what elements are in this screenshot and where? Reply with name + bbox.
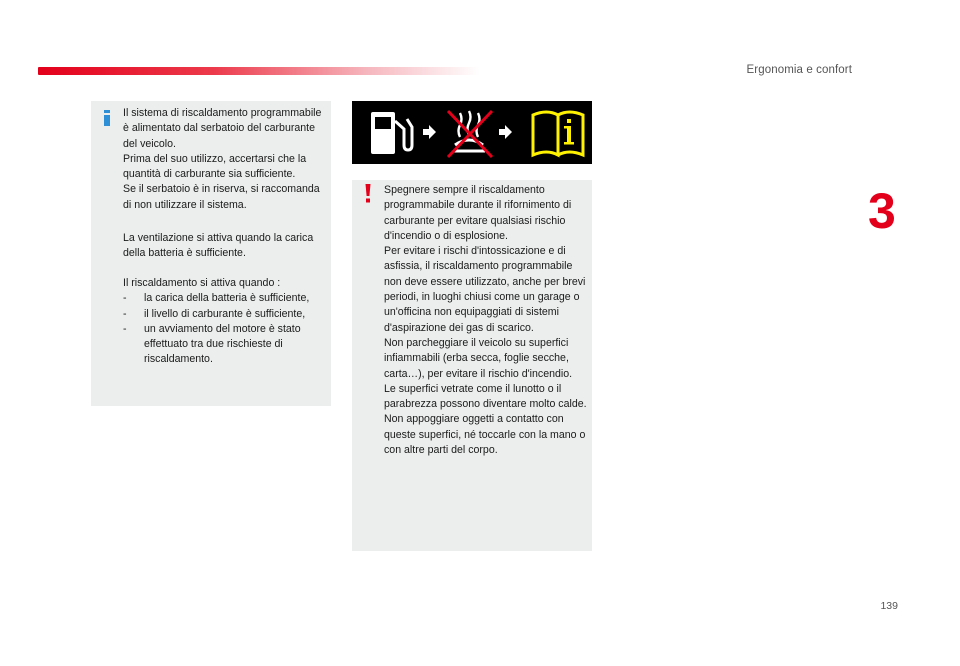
- list-item-text: il livello di carburante è sufficiente,: [144, 307, 306, 320]
- page-number: 139: [880, 600, 898, 612]
- warning-paragraph: Non appoggiare oggetti a contatto con queste superfici, né toccarle con la mano o con altre parti del corpo.: [384, 413, 586, 457]
- list-marker: -: [123, 292, 127, 305]
- info-text-block: [123, 231, 329, 262]
- list-item-text: un avviamento del motore è stato effettuato tra due rischieste di riscaldamento.: [144, 322, 301, 366]
- info-text-block: [123, 106, 329, 213]
- header-accent-bar: [38, 67, 480, 75]
- info-list-intro: Il riscaldamento si attiva quando :: [123, 277, 281, 289]
- warning-paragraph: Le superfici vetrate come il lunotto o il parabrezza possono diventare molto calde.: [384, 382, 587, 411]
- chapter-number: 3: [868, 183, 896, 239]
- info-paragraph: Se il serbatoio è in riserva, si raccomanda di non utilizzare il sistema.: [123, 183, 320, 211]
- list-item: [123, 307, 329, 322]
- warning-paragraph: Non parcheggiare il veicolo su superfici infiammabili (erba secca, foglie secche, carta…), per evitare il rischio d'incendio.: [384, 336, 573, 380]
- info-paragraph: Il sistema di riscaldamento programmabile è alimentato dal serbatoio del carburante del veicolo.: [123, 107, 322, 150]
- manual-info-icon: [533, 112, 583, 155]
- fuel-pump-icon: [371, 112, 412, 154]
- list-marker: -: [123, 322, 127, 335]
- list-item: [123, 322, 329, 368]
- arrow-right-icon: [423, 125, 436, 139]
- arrow-right-icon: [499, 125, 512, 139]
- pictogram-graphic: [352, 101, 592, 164]
- warning-text-block: [384, 183, 590, 458]
- exclamation-icon: [363, 184, 373, 203]
- info-paragraph: Prima del suo utilizzo, accertarsi che la quantità di carburante sia sufficiente.: [123, 152, 307, 181]
- pictogram-banner: [352, 101, 592, 164]
- section-title: Ergonomia e confort: [746, 64, 852, 76]
- list-item-text: la carica della batteria è sufficiente,: [144, 292, 310, 305]
- list-item: [123, 291, 329, 306]
- info-paragraph: La ventilazione si attiva quando la carica della batteria è sufficiente.: [123, 232, 314, 260]
- warning-paragraph: Spegnere sempre il riscaldamento programmabile durante il rifornimento di carburante per evitare qualsiasi rischio d'incendio o di esplosione.: [384, 184, 572, 242]
- list-marker: -: [123, 307, 127, 320]
- no-heating-icon: [448, 111, 492, 157]
- warning-paragraph: Per evitare i rischi d'intossicazione e di asfissia, il riscaldamento programmabile non deve essere utilizzato, anche per brevi periodi, in luoghi chiusi come un garage o un'officina non equipaggiati di sistemi d'aspirazione dei gas di scarico.: [384, 245, 586, 334]
- info-list-block: [123, 276, 329, 368]
- info-icon: [101, 110, 113, 126]
